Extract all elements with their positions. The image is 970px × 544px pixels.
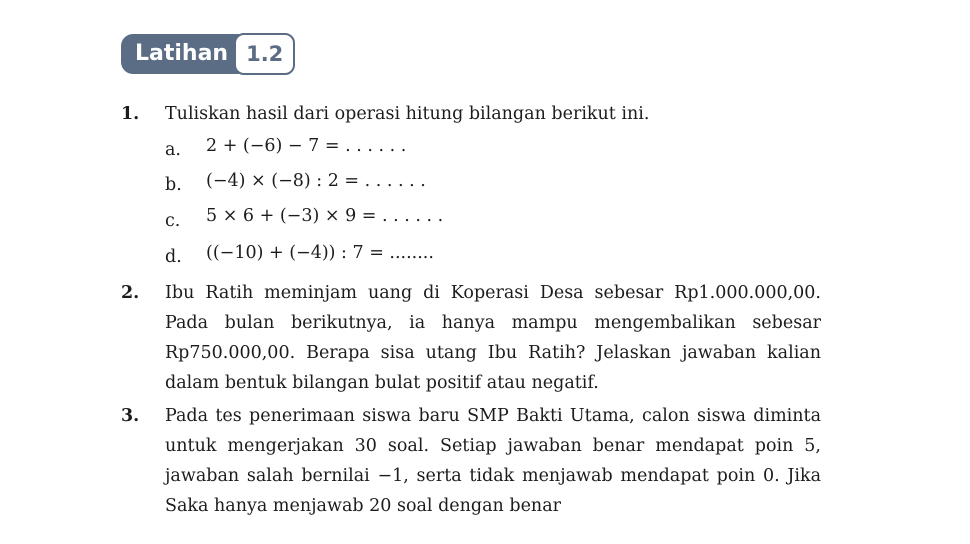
question-1d-label: d. xyxy=(165,247,182,267)
question-1c-label: c. xyxy=(165,211,181,231)
question-1-number: 1. xyxy=(121,104,140,124)
question-1c-expression: 5 × 6 + (−3) × 9 = . . . . . . xyxy=(206,206,444,226)
question-1d-expression: ((−10) + (−4)) : 7 = ........ xyxy=(206,243,434,263)
question-3-number: 3. xyxy=(121,406,140,426)
question-3-text: Pada tes penerimaan siswa baru SMP Bakti Utama, calon siswa diminta untuk mengerjakan 30 soal. Setiap jawaban benar mendapat poin 5, jawaban salah bernilai −1, serta tidak menjawab mendapat poin 0. Jika Saka hanya menjawab 20 soal dengan benar xyxy=(165,406,821,516)
question-2-text: Ibu Ratih meminjam uang di Koperasi Desa sebesar Rp1.000.000,00. Pada bulan berikutnya, ia hanya mampu mengembalikan sebesar Rp750.000,00. Berapa sisa utang Ibu Ratih? Jelaskan jawaban kalian dalam bentuk bilangan bulat positif atau negatif. xyxy=(165,283,821,393)
question-1-text: Tuliskan hasil dari operasi hitung bilangan berikut ini. xyxy=(165,104,650,124)
question-1b-label: b. xyxy=(165,175,182,195)
question-2-number: 2. xyxy=(121,283,140,303)
question-1a-label: a. xyxy=(165,140,181,160)
exercise-badge xyxy=(121,33,295,75)
question-1b-expression: (−4) × (−8) : 2 = . . . . . . xyxy=(206,171,426,191)
exercise-title: Latihan xyxy=(121,34,268,74)
exercise-number: 1.2 xyxy=(234,33,295,75)
question-1a-expression: 2 + (−6) − 7 = . . . . . . xyxy=(206,136,407,156)
